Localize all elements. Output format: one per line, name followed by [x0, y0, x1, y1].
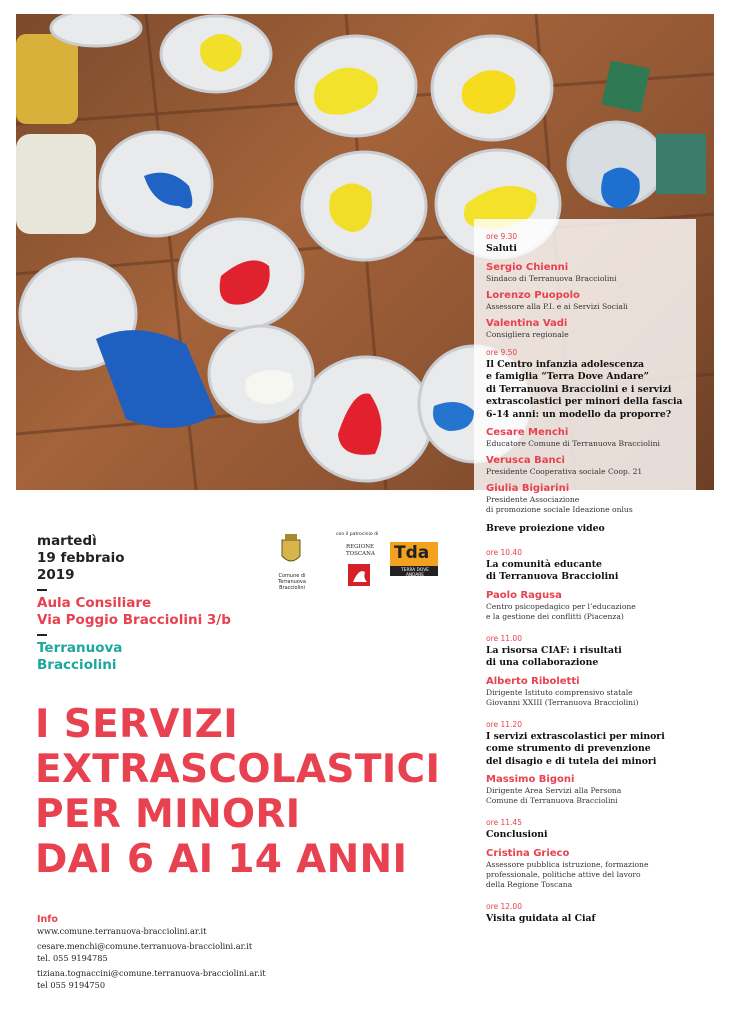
speaker-name: Cesare Menchi — [486, 427, 569, 438]
regione-label — [346, 544, 374, 558]
comune-line2: Terranuova Bracciolini — [278, 579, 306, 591]
speaker-name: Massimo Bigoni — [486, 774, 575, 785]
regione-line2: TOSCANA — [346, 551, 375, 557]
session-time: ore 10.40 — [486, 547, 522, 557]
session-title: Saluti — [486, 243, 517, 254]
session-title: La risorsa CIAF: i risultati di una collaborazione — [486, 644, 622, 668]
speaker-role: Consigliera regionale — [486, 329, 569, 339]
divider — [37, 634, 47, 636]
contact-info — [37, 914, 266, 991]
comune-label — [272, 573, 312, 591]
session-time: ore 12.00 — [486, 901, 522, 911]
headline-line: EXTRASCOLASTICI — [35, 747, 441, 792]
phone-number: tel 055 9194750 — [37, 979, 106, 990]
speaker-role: Assessore pubblica istruzione, formazione professionale, politiche attive del lavoro della Regione Toscana — [486, 859, 649, 889]
venue-line2: Via Poggio Bracciolini 3/b — [37, 612, 231, 628]
city-line2: Bracciolini — [37, 657, 117, 673]
venue-line1: Aula Consiliare — [37, 595, 152, 611]
speaker-name: Giulia Bigiarini — [486, 483, 570, 494]
patrocinio-label: con il patrocinio di — [336, 532, 379, 537]
event-year: 2019 — [37, 567, 75, 583]
speaker-name: Alberto Riboletti — [486, 675, 580, 687]
tda-mark: Tda — [394, 543, 430, 563]
regione-toscana-icon — [348, 564, 370, 586]
speaker-role: Assessore alla P.I. e ai Servizi Sociali — [486, 301, 628, 311]
comune-line1: Comune di — [278, 573, 306, 579]
program-schedule — [486, 232, 712, 925]
speaker-role: Presidente Associazione di promozione sociale Ideazione onlus — [486, 495, 633, 514]
speaker-role: Dirigente Istituto comprensivo statale Giovanni XXIII (Terranuova Bracciolini) — [486, 687, 639, 707]
phone-number: tel. 055 9194785 — [37, 952, 108, 963]
event-day: martedì — [37, 533, 97, 549]
session-title: Il Centro infanzia adolescenza e famiglia “Terra Dove Andare” di Terranuova Bracciolini e i servizi extrascolastici per minori della fascia 6-14 anni: un modello da proporre? — [486, 358, 683, 420]
event-details — [37, 533, 231, 674]
speaker-name: Verusca Banci — [486, 455, 565, 466]
city-line1: Terranuova — [37, 640, 123, 656]
speaker-role: Sindaco di Terranuova Bracciolini — [486, 273, 617, 283]
info-label: Info — [37, 914, 58, 925]
tda-subtitle: TERRA DOVE ANDARE — [401, 568, 429, 578]
speaker-name: Paolo Ragusa — [486, 589, 562, 601]
speaker-name: Valentina Vadi — [486, 317, 568, 329]
session-title: Conclusioni — [486, 829, 548, 840]
session-time: ore 9.30 — [486, 232, 518, 241]
session-time: ore 11.00 — [486, 633, 522, 643]
video-session: Breve proiezione video — [486, 523, 605, 534]
speaker-role: Dirigente Area Servizi alla Persona Comune di Terranuova Bracciolini — [486, 786, 622, 805]
speaker-name: Cristina Grieco — [486, 847, 570, 859]
speaker-role: Presidente Cooperativa sociale Coop. 21 — [486, 467, 643, 476]
session-title: La comunità educante di Terranuova Bracciolini — [486, 558, 619, 582]
headline-line: PER MINORI — [35, 792, 301, 837]
email-link[interactable]: cesare.menchi@comune.terranuova-bracciolini.ar.it — [37, 941, 253, 951]
event-date: 19 febbraio — [37, 550, 125, 566]
headline-line: I SERVIZI — [35, 702, 239, 747]
website-link[interactable]: www.comune.terranuova-bracciolini.ar.it — [37, 925, 207, 936]
session-time: ore 11.45 — [486, 818, 522, 827]
regione-line1: REGIONE — [346, 544, 375, 550]
divider — [37, 589, 47, 591]
speaker-name: Lorenzo Puopolo — [486, 289, 580, 301]
comune-crest-icon — [282, 534, 300, 561]
headline-line: DAI 6 AI 14 ANNI — [35, 837, 408, 882]
session-time: ore 9.50 — [486, 347, 518, 357]
speaker-role: Centro psicopedagico per l’educazione e la gestione dei conflitti (Piacenza) — [486, 601, 636, 621]
main-headline — [35, 702, 440, 882]
speaker-name: Sergio Chienni — [486, 261, 569, 273]
session-title: I servizi extrascolastici per minori come strumento di prevenzione del disagio e di tutela dei minori — [486, 730, 665, 767]
email-link[interactable]: tiziana.tognaccini@comune.terranuova-bracciolini.ar.it — [37, 968, 266, 978]
speaker-role: Educatore Comune di Terranuova Bracciolini — [486, 439, 660, 448]
session-title: Visita guidata al Ciaf — [486, 912, 596, 924]
session-time: ore 11.20 — [486, 719, 522, 729]
sponsor-logos — [270, 530, 450, 592]
